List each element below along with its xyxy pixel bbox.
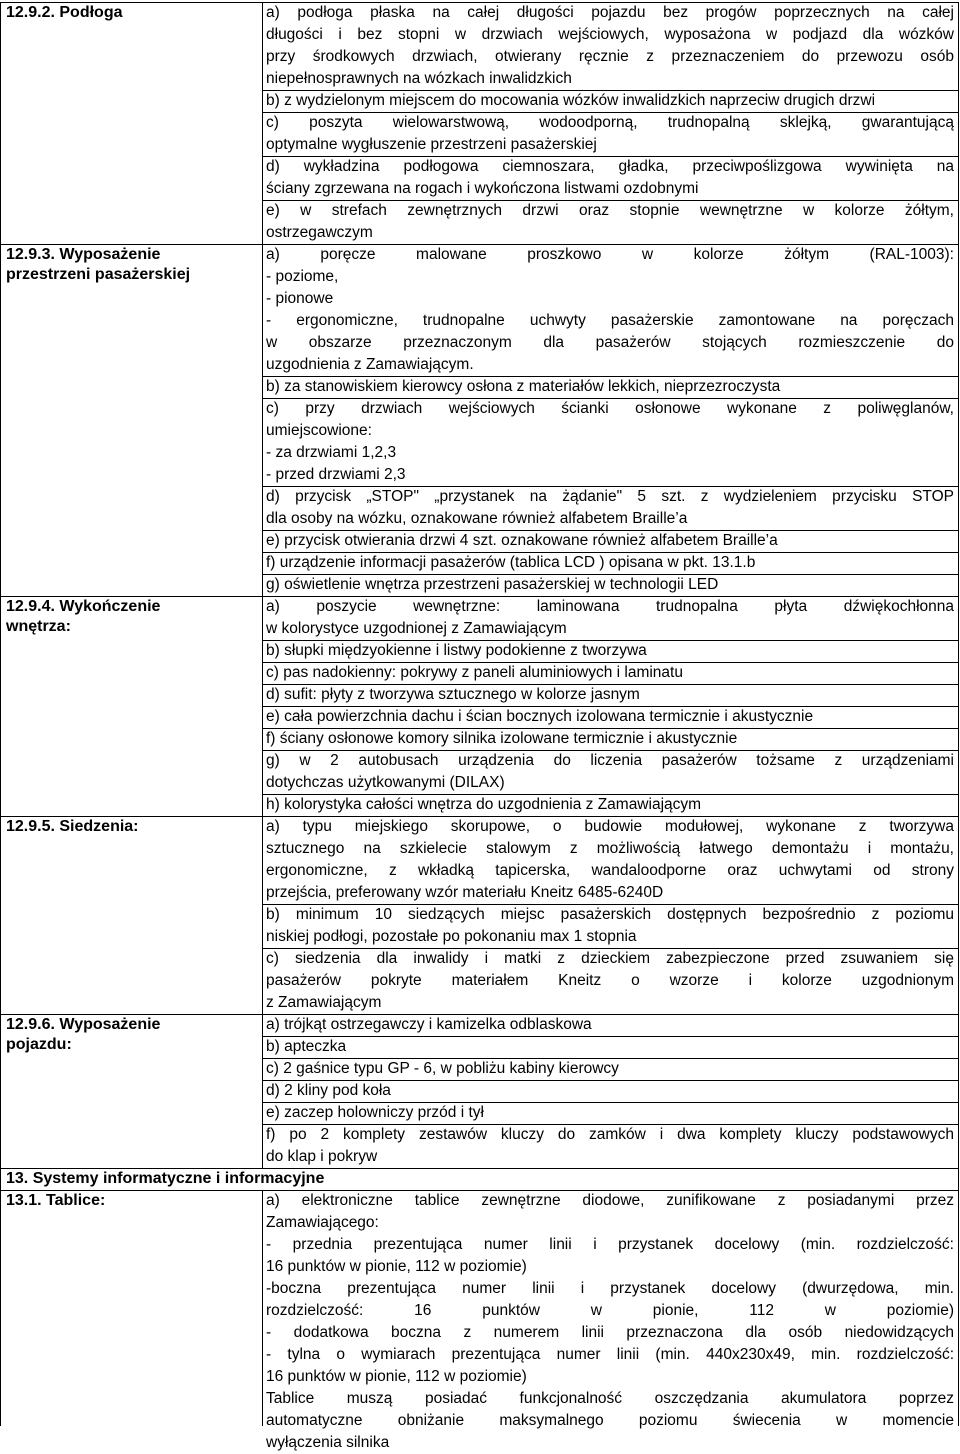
spec-item-line: - pionowe <box>266 290 334 307</box>
spec-item-line: - poziome, <box>266 268 339 285</box>
spec-item <box>266 200 954 244</box>
spec-item-line: 16 punktów w pionie, 112 w poziomie) <box>266 1368 527 1385</box>
spec-item-line: w obszarze przeznaczonym dla pasażerów stojących rozmieszczenie do <box>266 334 954 351</box>
spec-item-line: przejścia, preferowany wzór materiału Kneitz 6485-6240D <box>266 884 664 901</box>
spec-item-line: -boczna prezentująca numer linii i przystanek docelowy (dwurzędowa, min. <box>266 1280 954 1297</box>
spec-item-line: e) cała powierzchnia dachu i ścian bocznych izolowana termicznie i akustycznie <box>266 708 814 725</box>
spec-item-line: sztucznego na szkielecie stalowym z możliwością łatwego demontażu i montażu, <box>266 840 954 857</box>
spec-item-line: optymalne wygłuszenie przestrzeni pasażerskiej <box>266 136 597 153</box>
section-label-line: 12.9.2. Podłoga <box>6 4 123 21</box>
section-label-line: pojazdu: <box>6 1036 72 1053</box>
spec-item <box>266 398 954 486</box>
spec-item-line: b) minimum 10 siedzących miejsc pasażerskich dostępnych bezpośrednio z poziomu <box>266 906 954 923</box>
spec-item-line: e) w strefach zewnętrznych drzwi oraz stopnie wewnętrzne w kolorze żółtym, <box>266 202 954 219</box>
spec-item-line: dla osoby na wózku, oznakowane również alfabetem Braille’a <box>266 510 688 527</box>
spec-item-line: 16 punktów w pionie, 112 w poziomie) <box>266 1258 527 1275</box>
spec-item-line: f) urządzenie informacji pasażerów (tablica LCD ) opisana w pkt. 13.1.b <box>266 554 756 571</box>
spec-item-line: d) wykładzina podłogowa ciemnoszara, gładka, przeciwpoślizgowa wywinięta na <box>266 158 954 175</box>
spec-item <box>266 904 954 948</box>
spec-item-line: g) w 2 autobusach urządzenia do liczenia pasażerów tożsame z urządzeniami <box>266 752 954 769</box>
spec-item-line: w kolorystyce uzgodnionej z Zamawiającym <box>266 620 567 637</box>
section-label-line: 13.1. Tablice: <box>6 1192 106 1209</box>
spec-item-line: - dodatkowa boczna z numerem linii przeznaczona dla osób niedowidzących <box>266 1324 954 1341</box>
section-label-line: 12.9.5. Siedzenia: <box>6 818 139 835</box>
spec-item-line: a) poręcze malowane proszkowo w kolorze żółtym (RAL-1003): <box>266 246 954 263</box>
spec-item <box>266 948 954 1014</box>
column-rule <box>958 1190 959 1426</box>
spec-item-line: b) apteczka <box>266 1038 347 1055</box>
spec-item-line: niepełnosprawnych na wózkach inwalidzkich <box>266 70 572 87</box>
spec-item <box>266 1124 954 1168</box>
spec-item <box>266 244 954 376</box>
section-heading-13: 13. Systemy informatyczne i informacyjne <box>6 1170 325 1187</box>
spec-item-line: c) pas nadokienny: pokrywy z paneli aluminiowych i laminatu <box>266 664 683 681</box>
spec-item-line: c) siedzenia dla inwalidy i matki z dzieckiem zabezpieczone przed zsuwaniem się <box>266 950 954 967</box>
spec-item-line: przy środkowych drzwiach, otwierany ręcznie z przeznaczeniem do przewozu osób <box>266 48 954 65</box>
spec-item <box>266 1014 954 1036</box>
spec-item-line: do klap i pokryw <box>266 1148 378 1165</box>
section-label-line: 12.9.4. Wykończenie <box>6 598 161 615</box>
spec-item <box>266 112 954 156</box>
column-rule <box>0 2 1 1168</box>
spec-item-line: d) 2 kliny pod koła <box>266 1082 391 1099</box>
spec-item-line: automatyczne obniżanie maksymalnego poziomu świecenia w momencie <box>266 1412 954 1429</box>
spec-item <box>266 530 954 552</box>
spec-item-line: ergonomiczne, z wkładką tapicerska, wandaloodporne oraz uchwytami od strony <box>266 862 954 879</box>
section-label <box>6 1015 160 1055</box>
section-label <box>6 245 190 285</box>
spec-item <box>266 1190 954 1454</box>
spec-item <box>266 376 954 398</box>
spec-item <box>266 684 954 706</box>
spec-item <box>266 574 954 596</box>
spec-item-line: pasażerów pokryte materiałem Kneitz o wzorze i kolorze uzgodnionym <box>266 972 954 989</box>
spec-item <box>266 728 954 750</box>
spec-item-line: rozdzielczość: 16 punktów w pionie, 112 w poziomie) <box>266 1302 954 1319</box>
spec-item-line: uzgodnienia z Zamawiającym. <box>266 356 474 373</box>
column-rule <box>0 1190 1 1426</box>
spec-item-line: d) sufit: płyty z tworzywa sztucznego w kolorze jasnym <box>266 686 640 703</box>
spec-item <box>266 1058 954 1080</box>
column-rule <box>958 1168 959 1190</box>
spec-item-line: wyłączenia silnika <box>266 1434 390 1451</box>
spec-item-line: - tylna o wymiarach prezentująca numer linii (min. 440x230x49, min. rozdzielczość: <box>266 1346 954 1363</box>
spec-item-line: a) poszycie wewnętrzne: laminowana trudnopalna płyta dźwiękochłonna <box>266 598 954 615</box>
spec-item-line: e) przycisk otwierania drzwi 4 szt. oznakowane również alfabetem Braille’a <box>266 532 778 549</box>
spec-item-line: umiejscowione: <box>266 422 372 439</box>
spec-item-line: c) przy drzwiach wejściowych ścianki osłonowe wykonane z poliwęglanów, <box>266 400 954 417</box>
section-label-line: 12.9.6. Wyposażenie <box>6 1016 161 1033</box>
spec-item-line: a) trójkąt ostrzegawczy i kamizelka odblaskowa <box>266 1016 592 1033</box>
section-label-line: przestrzeni pasażerskiej <box>6 266 191 283</box>
spec-item-line: - za drzwiami 1,2,3 <box>266 444 397 461</box>
spec-item-line: b) słupki międzyokienne i listwy podokienne z tworzywa <box>266 642 647 659</box>
spec-item-line: ostrzegawczym <box>266 224 373 241</box>
spec-item-line: e) zaczep holowniczy przód i tył <box>266 1104 484 1121</box>
column-rule <box>0 1168 1 1190</box>
spec-item <box>266 156 954 200</box>
spec-item-line: Zamawiającego: <box>266 1214 379 1231</box>
spec-item-line: - przednia prezentująca numer linii i przystanek docelowy (min. rozdzielczość: <box>266 1236 954 1253</box>
spec-item-line: f) ściany osłonowe komory silnika izolowane termicznie i akustycznie <box>266 730 738 747</box>
section-label-line: wnętrza: <box>6 618 71 635</box>
section-label <box>6 817 139 837</box>
spec-item-line: - ergonomiczne, trudnopalne uchwyty pasażerskie zamontowane na poręczach <box>266 312 954 329</box>
spec-item-line: z Zamawiającym <box>266 994 382 1011</box>
spec-item <box>266 596 954 640</box>
spec-item <box>266 2 954 90</box>
spec-item <box>266 794 954 816</box>
spec-item <box>266 552 954 574</box>
column-rule <box>958 2 959 1168</box>
column-rule <box>262 1190 263 1426</box>
spec-item-line: a) typu miejskiego skorupowe, o budowie modułowej, wykonane z tworzywa <box>266 818 954 835</box>
section-label <box>6 597 160 637</box>
spec-item-line: h) kolorystyka całości wnętrza do uzgodnienia z Zamawiającym <box>266 796 702 813</box>
spec-item-line: g) oświetlenie wnętrza przestrzeni pasażerskiej w technologii LED <box>266 576 719 593</box>
spec-item <box>266 90 954 112</box>
spec-item <box>266 486 954 530</box>
spec-item <box>266 1102 954 1124</box>
spec-item-line: niskiej podłogi, pozostałe po pokonaniu max 1 stopnia <box>266 928 637 945</box>
spec-item-line: a) elektroniczne tablice zewnętrzne diodowe, zunifikowane z posiadanymi przez <box>266 1192 954 1209</box>
spec-item-line: dotychczas użytkowanymi (DILAX) <box>266 774 505 791</box>
spec-item-line: b) za stanowiskiem kierowcy osłona z materiałów lekkich, nieprzezroczysta <box>266 378 781 395</box>
spec-item-line: b) z wydzielonym miejscem do mocowania wózków inwalidzkich naprzeciw drugich drzwi <box>266 92 876 109</box>
spec-item-line: Tablice muszą posiadać funkcjonalność oszczędzania akumulatora poprzez <box>266 1390 954 1407</box>
spec-item <box>266 640 954 662</box>
spec-item-line: f) po 2 komplety zestawów kluczy do zamków i dwa komplety kluczy podstawowych <box>266 1126 954 1143</box>
spec-item-line: - przed drzwiami 2,3 <box>266 466 406 483</box>
spec-item-line: ściany zgrzewana na rogach i wykończona listwami ozdobnymi <box>266 180 699 197</box>
spec-item <box>266 750 954 794</box>
spec-item-line: a) podłoga płaska na całej długości pojazdu bez progów poprzecznych na całej <box>266 4 954 21</box>
section-label <box>6 3 122 23</box>
spec-item <box>266 1080 954 1102</box>
spec-item <box>266 816 954 904</box>
section-label-line: 12.9.3. Wyposażenie <box>6 246 161 263</box>
spec-item <box>266 662 954 684</box>
spec-item-line: długości i bez stopni w drzwiach wejściowych, wyposażona w podjazd dla wózków <box>266 26 954 43</box>
spec-item <box>266 1036 954 1058</box>
spec-item-line: d) przycisk „STOP" „przystanek na żądanie" 5 szt. z wydzieleniem przycisku STOP <box>266 488 954 505</box>
section-label <box>6 1191 105 1211</box>
column-rule <box>262 2 263 1168</box>
spec-item-line: c) poszyta wielowarstwową, wodoodporną, trudnopalną sklejką, gwarantującą <box>266 114 954 131</box>
spec-item <box>266 706 954 728</box>
spec-item-line: c) 2 gaśnice typu GP - 6, w pobliżu kabiny kierowcy <box>266 1060 619 1077</box>
